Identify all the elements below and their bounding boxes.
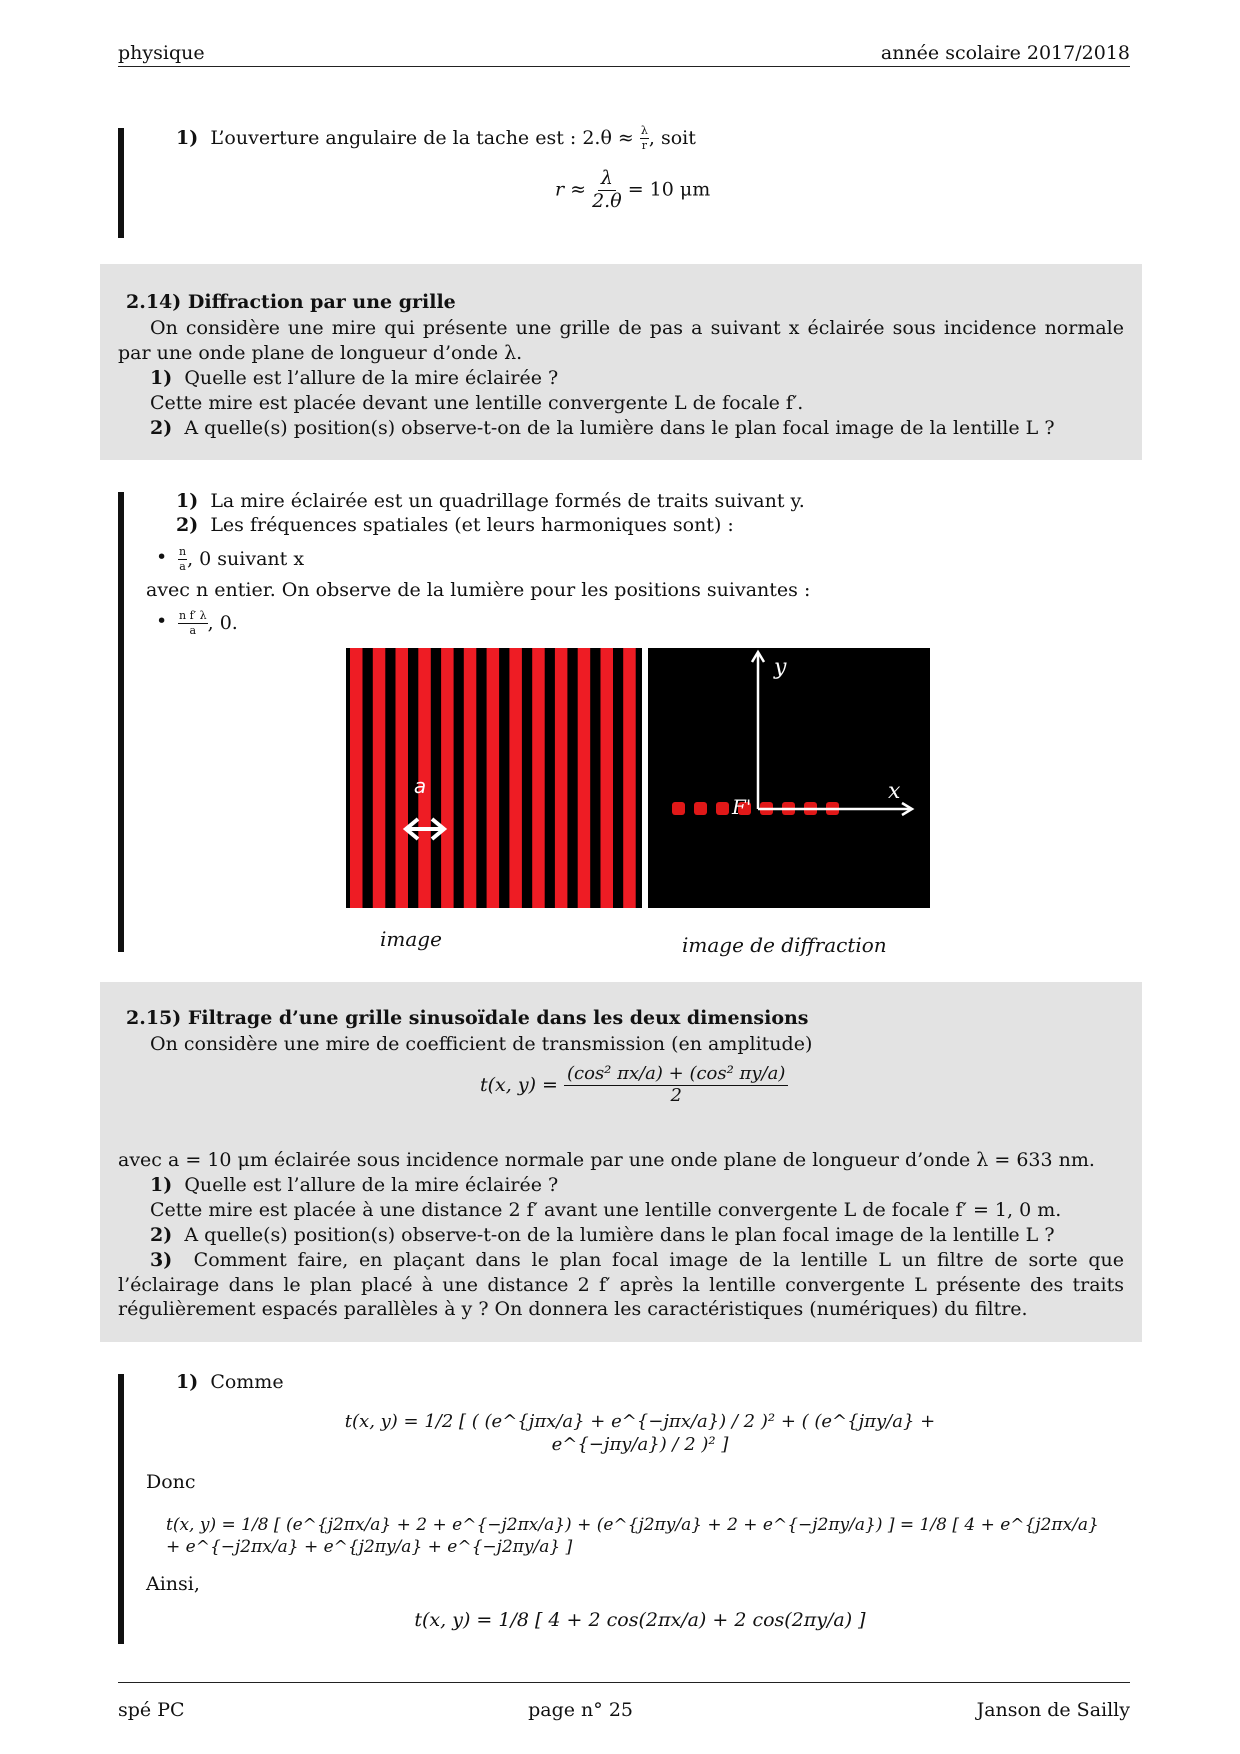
grating-stripe bbox=[555, 648, 568, 908]
sol214-paragraph: avec n entier. On observe de la lumière pour les positions suivantes : bbox=[146, 579, 811, 601]
label-a: a bbox=[413, 774, 427, 798]
question-2: 2) A quelle(s) position(s) observe-t-on de la lumière dans le plan focal image de la lentille L ? bbox=[150, 1224, 1055, 1246]
exercise-2-15 bbox=[100, 982, 1142, 1342]
sol215-item1: 1) Comme bbox=[176, 1371, 284, 1393]
exercise-title: 2.15) Filtrage d’une grille sinusoïdale dans les deux dimensions bbox=[126, 1007, 809, 1029]
solution-bar bbox=[118, 1374, 124, 1644]
question-1: 1) Quelle est l’allure de la mire éclairée ? bbox=[150, 1174, 559, 1196]
caption-image: image bbox=[380, 927, 442, 951]
grating-stripe bbox=[464, 648, 477, 908]
question-1: 1) Quelle est l’allure de la mire éclairée ? bbox=[150, 367, 559, 389]
solution-bar bbox=[118, 128, 124, 238]
label-x: x bbox=[888, 779, 901, 804]
footer-left: spé PC bbox=[118, 1699, 185, 1722]
label-y: y bbox=[774, 655, 787, 680]
solution-bar bbox=[118, 492, 124, 952]
sol214-item1: 1) La mire éclairée est un quadrillage formés de traits suivant y. bbox=[176, 490, 805, 512]
header-right: année scolaire 2017/2018 bbox=[880, 42, 1130, 65]
sol215-ainsi: Ainsi, bbox=[146, 1573, 200, 1595]
grating-stripe bbox=[532, 648, 545, 908]
sol213-equation: r ≈ $\frac{\lambda}{2.\theta}$ = 10 μm bbox=[555, 167, 711, 212]
grating-stripe bbox=[509, 648, 522, 908]
question-3: 3) Comment faire, en plaçant dans le plan focal image de la lentille L un filtre de sorte que l’éclairage dans le plan placé à une distance 2 f′ après la lentille convergente L présente des traits régulièrement espacés parallèles à y ? On donnera les caractéristiques (numériques) du filtre. bbox=[118, 1249, 1124, 1321]
diffraction-image bbox=[648, 648, 930, 908]
exercise-paragraph: On considère une mire qui présente une grille de pas a suivant x éclairée sous incidence normale par une onde plane de longueur d’onde λ. bbox=[118, 317, 1124, 364]
page-header bbox=[118, 40, 1130, 67]
grating-stripe bbox=[350, 648, 363, 908]
footer-right: Janson de Sailly bbox=[976, 1699, 1130, 1722]
grating-stripe bbox=[487, 648, 500, 908]
ex215-equation: t(x, y) = $\frac{\text{(cos² πx/a) + (cos² πy/a)}}{2}$ bbox=[480, 1064, 788, 1106]
grating-stripe bbox=[601, 648, 614, 908]
grating-stripe bbox=[623, 648, 636, 908]
grating-stripe bbox=[578, 648, 591, 908]
diffraction-background bbox=[648, 648, 930, 908]
fraction: $\frac{\lambda}{r}$ bbox=[640, 124, 648, 153]
exercise-title: 2.14) Diffraction par une grille bbox=[126, 291, 456, 313]
sol215-equation-1: t(x, y) = 1/2 [ ( (e^{jπx/a} + e^{−jπx/a}) / 2 )² + ( (e^{jπy/a} + e^{−jπy/a}) / 2 )² ] bbox=[344, 1411, 936, 1456]
exercise-paragraph: Cette mire est placée à une distance 2 f′ avant une lentille convergente L de focale f′ = 1, 0 m. bbox=[150, 1199, 1062, 1221]
footer-center: page n° 25 bbox=[528, 1699, 633, 1722]
exercise-paragraph: avec a = 10 μm éclairée sous incidence normale par une onde plane de longueur d’onde λ = 633 nm. bbox=[118, 1149, 1095, 1171]
sol215-equation-3: t(x, y) = 1/8 [ 4 + 2 cos(2πx/a) + 2 cos(2πy/a) ] bbox=[414, 1609, 866, 1631]
page-footer bbox=[118, 1682, 1130, 1723]
solution-2-13 bbox=[176, 124, 1076, 154]
sol213-item1: 1) L’ouverture angulaire de la tache est : 2.θ ≈ $\frac{\lambda}{r}$ , soit bbox=[176, 124, 696, 153]
caption-diffraction: image de diffraction bbox=[682, 933, 887, 957]
exercise-paragraph: Cette mire est placée devant une lentille convergente L de focale f′. bbox=[150, 392, 804, 414]
grating-stripe bbox=[396, 648, 409, 908]
exercise-2-14 bbox=[100, 264, 1142, 460]
sol215-equation-2: t(x, y) = 1/8 [ (e^{j2πx/a} + 2 + e^{−j2πx/a}) + (e^{j2πy/a} + 2 + e^{−j2πy/a}) ] = 1/8 [ 4 + e^{j2πx/a} + e^{−j2πx/a} + e^{j2πy/a} + e^{−j2πy/a} ] bbox=[166, 1515, 1099, 1558]
exercise-paragraph: On considère une mire de coefficient de transmission (en amplitude) bbox=[150, 1033, 813, 1055]
grating-stripe bbox=[373, 648, 386, 908]
grating-image bbox=[346, 648, 642, 908]
question-2: 2) A quelle(s) position(s) observe-t-on de la lumière dans le plan focal image de la lentille L ? bbox=[150, 417, 1055, 439]
header-left: physique bbox=[118, 42, 205, 65]
sol214-item2: 2) Les fréquences spatiales (et leurs harmoniques sont) : bbox=[176, 514, 734, 536]
label-f: F' bbox=[732, 795, 752, 819]
list-item: • $\frac{n}{a}$ , 0 suivant x bbox=[178, 545, 304, 575]
list-item: • $\frac{\text{n f′ λ}}{a}$ , 0. bbox=[178, 609, 238, 639]
grating-stripe bbox=[441, 648, 454, 908]
sol215-donc: Donc bbox=[146, 1471, 196, 1493]
